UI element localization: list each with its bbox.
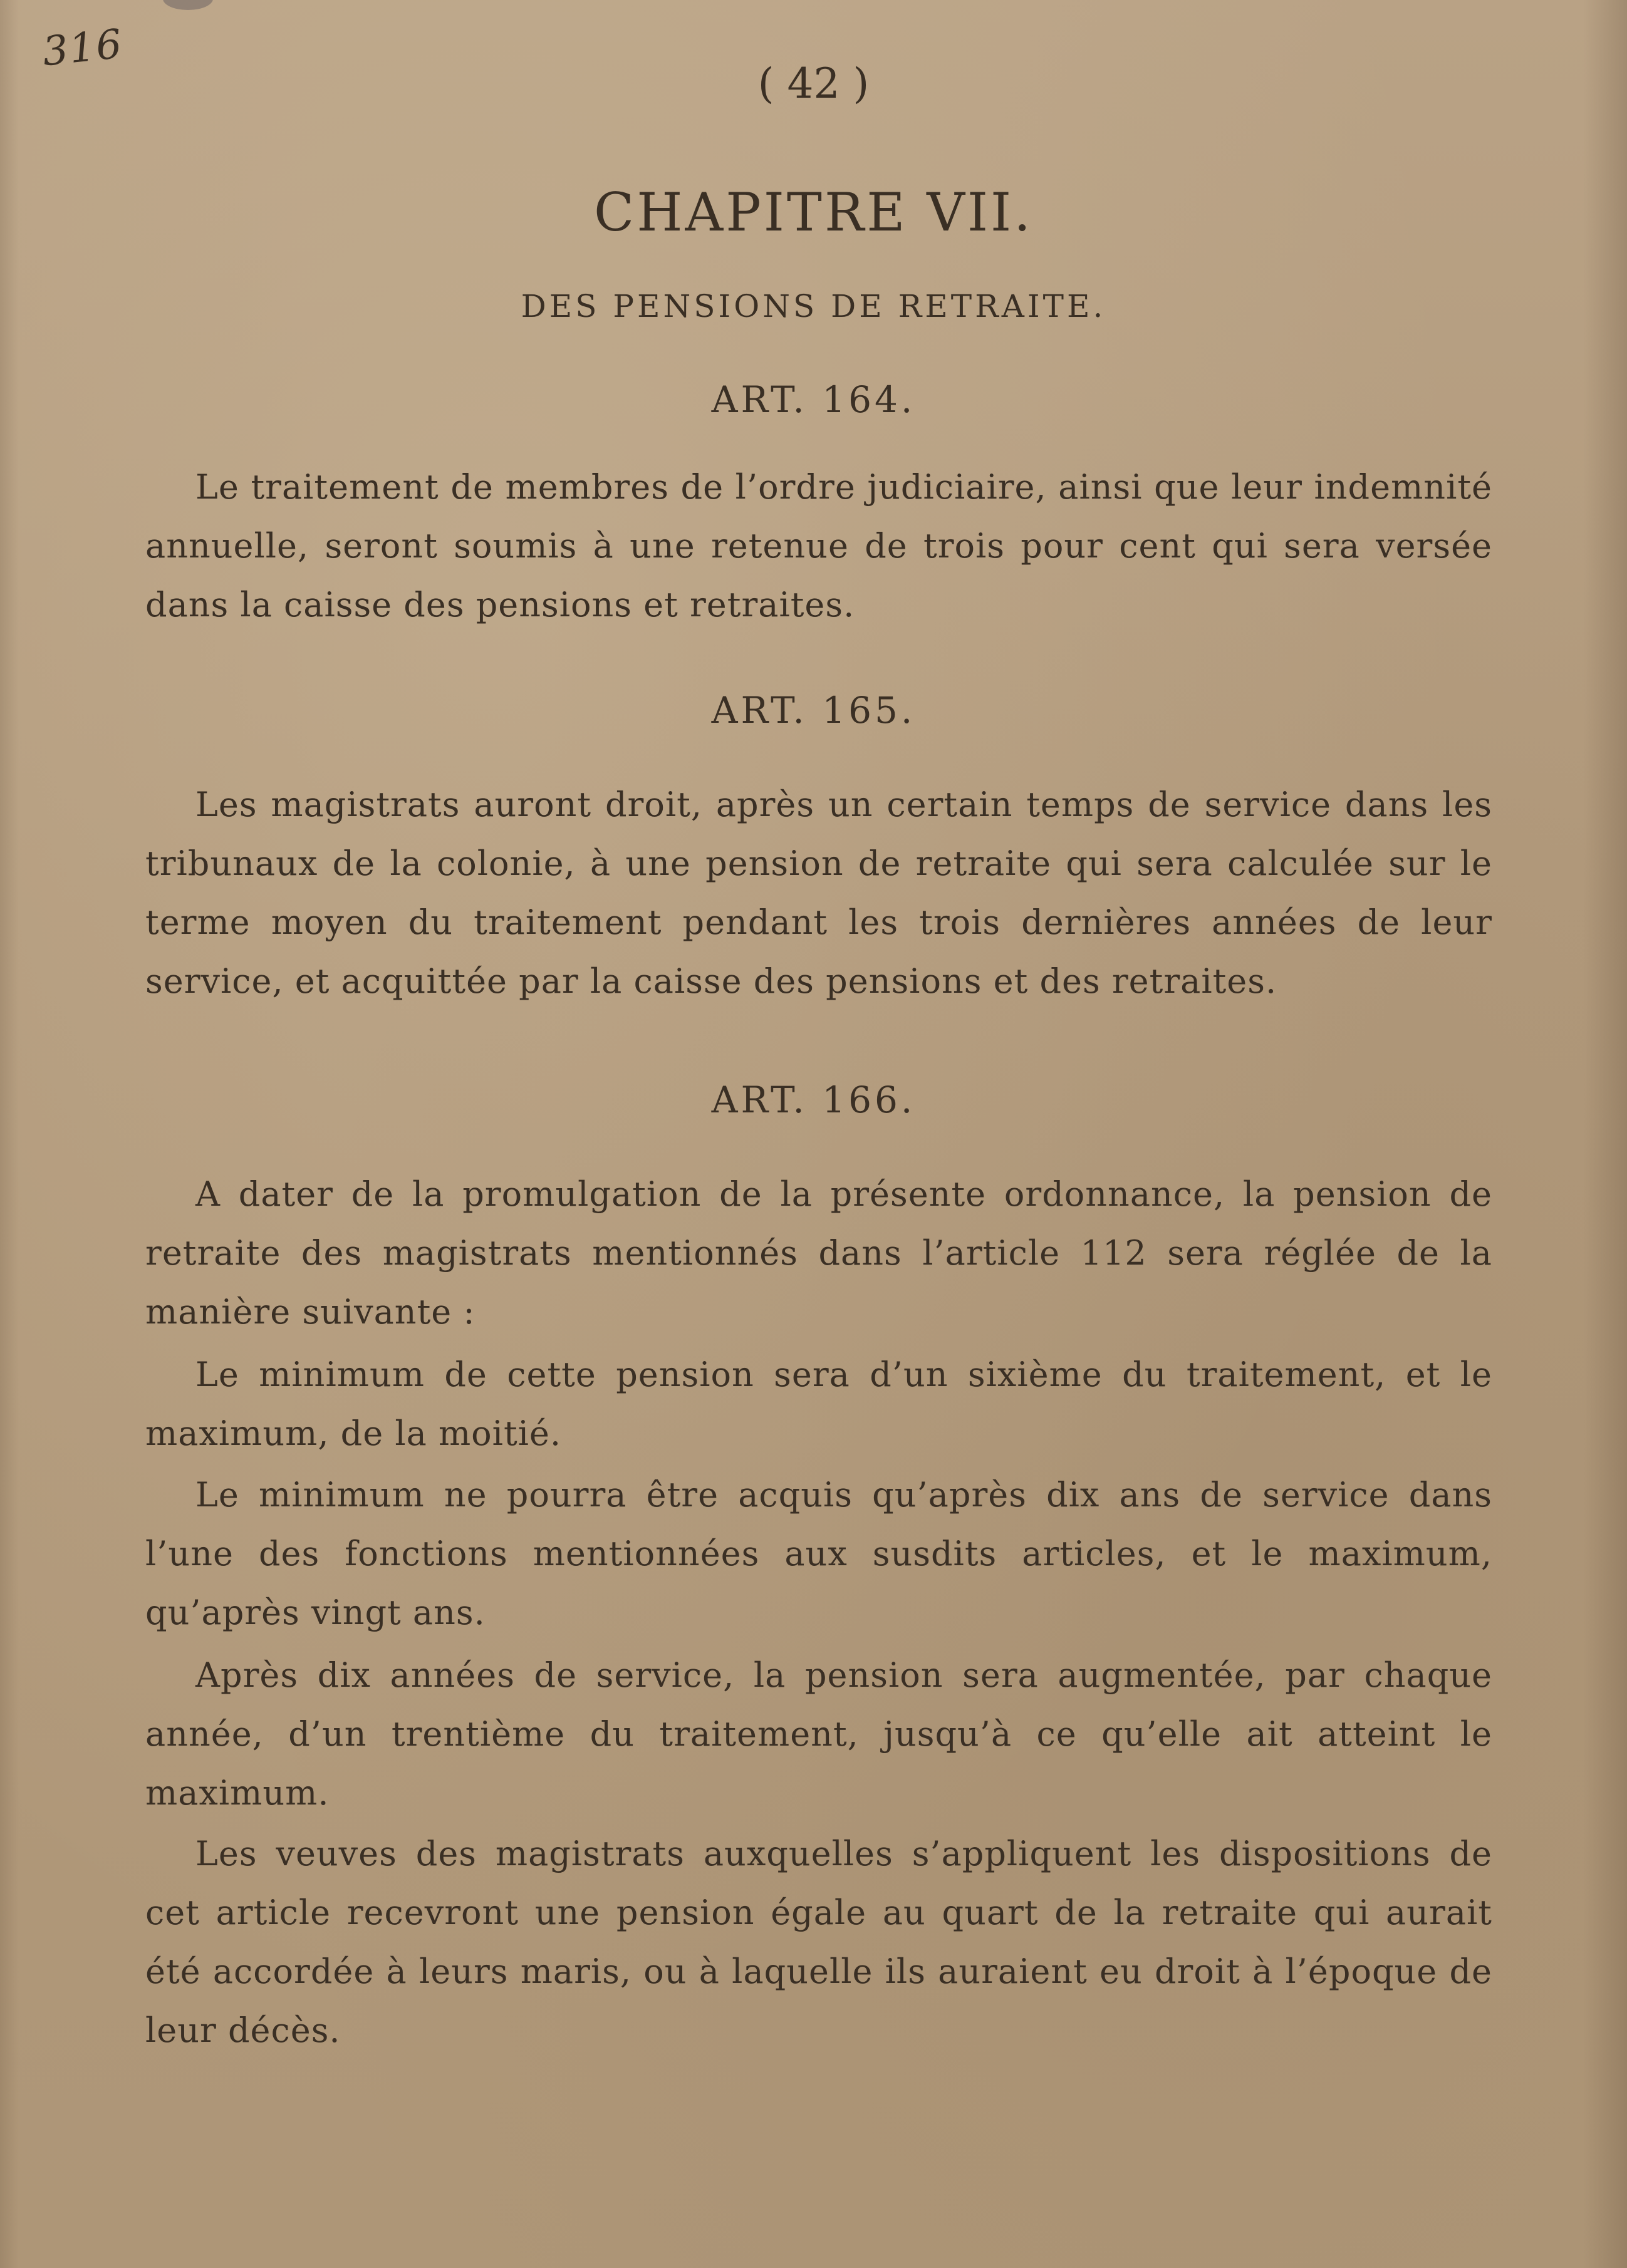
article-166-paragraph-3: Le minimum ne pourra être acquis qu’après dix ans de service dans l’une des fonctions mentionnées aux susdits articles, et le maximum, qu’après vingt ans. [145, 1475, 1492, 1632]
handwritten-marginal-note: 316 [40, 21, 125, 76]
page-number: ( 42 ) [757, 60, 870, 108]
article-166-heading: ART. 166. [711, 1079, 916, 1121]
page-edge-shadow-right [1583, 0, 1627, 2268]
article-166-paragraph-5: Les veuves des magistrats auxquelles s’appliquent les dispositions de cet article recevront une pension égale au quart de la retraite qui aurait été accordée à leurs maris, ou à laquelle ils auraient eu droit à l’époque de leur décès. [145, 1834, 1492, 2050]
chapter-title: CHAPITRE VII. [594, 182, 1033, 243]
article-166-paragraph-1: A dater de la promulgation de la présente ordonnance, la pension de retraite des magistrats mentionnés dans l’article 112 sera réglée de la manière suivante : [145, 1174, 1492, 1332]
article-166-paragraph-2: Le minimum de cette pension sera d’un sixième du traitement, et le maximum, de la moitié. [145, 1355, 1492, 1453]
article-164-heading: ART. 164. [711, 378, 916, 421]
article-164-paragraph: Le traitement de membres de l’ordre judiciaire, ainsi que leur indemnité annuelle, seront soumis à une retenue de trois pour cent qui sera versée dans la caisse des pensions et retraites. [145, 467, 1492, 624]
ink-stain [163, 0, 213, 10]
article-165-heading: ART. 165. [711, 689, 916, 732]
article-165-paragraph: Les magistrats auront droit, après un certain temps de service dans les tribunaux de la colonie, à une pension de retraite qui sera calculée sur le terme moyen du traitement pendant les trois dernières années de leur service, et acquittée par la caisse des pensions et des retraites. [145, 785, 1492, 1001]
article-166-paragraph-4: Après dix années de service, la pension sera augmentée, par chaque année, d’un trentième du traitement, jusqu’à ce qu’elle ait atteint le maximum. [145, 1655, 1492, 1813]
page-edge-shadow-left [0, 0, 19, 2268]
chapter-subtitle: DES PENSIONS DE RETRAITE. [521, 288, 1106, 324]
